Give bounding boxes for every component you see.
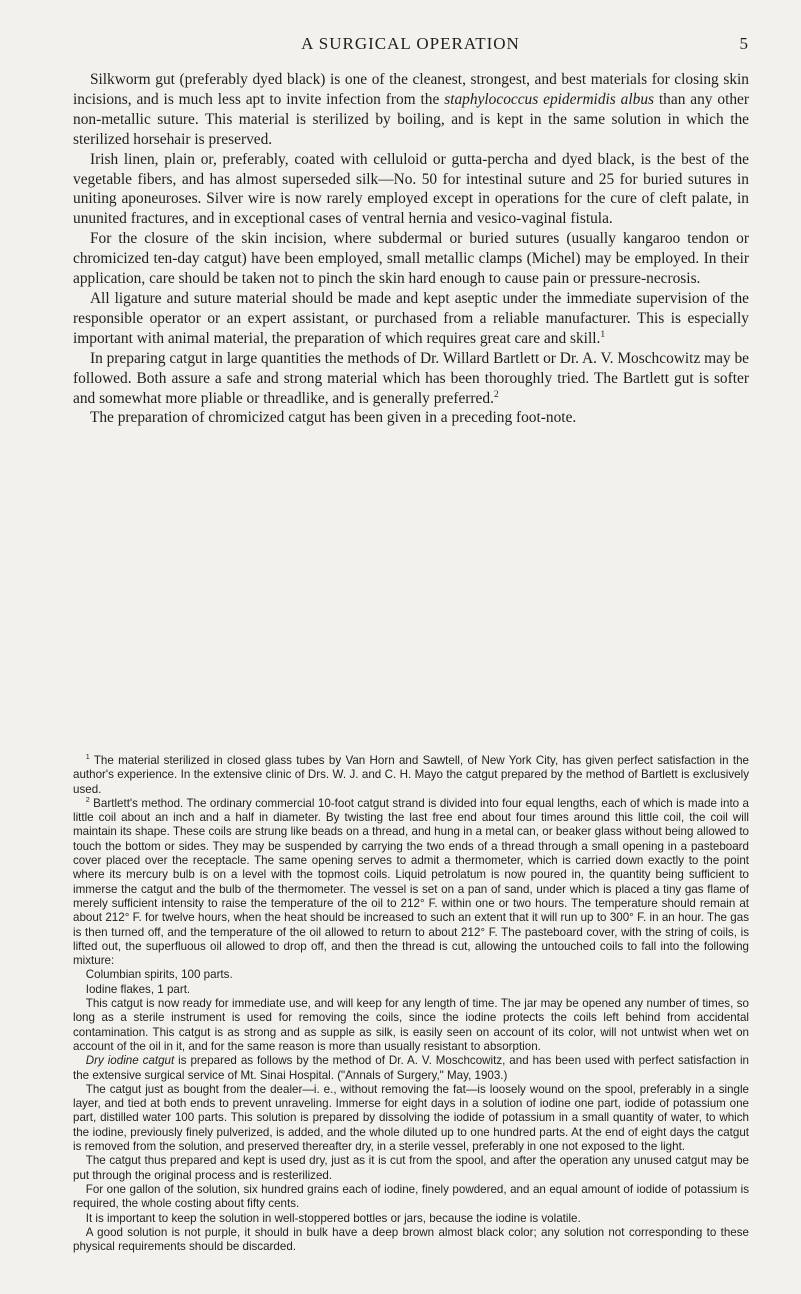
page-number: 5 xyxy=(739,34,748,53)
footnote-mark-2: 2 xyxy=(85,795,90,805)
italic-dry-iodine-catgut: Dry iodine catgut xyxy=(85,1054,175,1068)
footnote-1: $^1$ The material sterilized in closed glass tubes by Van Horn and Sawtell, of New York City, has given perfect satisfaction in the author's experience. In the extensive clinic of Drs. W. J. and C. H. Mayo the catgut prepared by the method of Bartlett is exclusively used. xyxy=(73,752,749,796)
footnote-ref-2: 2 xyxy=(493,388,499,400)
dry-iodine-catgut-intro: Dry iodine catgut is prepared as follows by the method of Dr. A. V. Moschcowitz, and has been used with perfect satisfaction in the extensive surgical service of Mt. Sinai Hospital. ("Annals of Surgery," May, 1903.) xyxy=(73,1054,749,1082)
footnote-ref-1: 1 xyxy=(600,328,606,340)
dry-iodine-storage: It is important to keep the solution in well-stoppered bottles or jars, because the iodine is volatile. xyxy=(85,1211,581,1225)
paragraph-silkworm-gut: Silkworm gut (preferably dyed black) is one of the cleanest, strongest, and best materials for closing skin incisions, and is much less apt to invite infection from the staphylococcus epidermidis albus than any other non-metallic suture. This material is sterilized by boiling, and is kept in the same solution in which the sterilized horsehair is preserved. xyxy=(73,71,749,148)
paragraph-aseptic-material: All ligature and suture material should be made and kept aseptic under the immediate supervision of the responsible operator or an expert assistant, or purchased from a reliable manufacturer. This is especially important with animal material, the preparation of which requires great care and skill.$^1$ xyxy=(73,289,749,347)
paragraph-chromicized-catgut: The preparation of chromicized catgut has been given in a preceding foot-note. xyxy=(89,409,577,427)
footnote-2: $^2$ Bartlett's method. The ordinary commercial 10-foot catgut strand is divided into four equal lengths, each of which is made into a little coil about an inch and a half in diameter. By twisting the last free end about four times around this little coil, the coil will maintain its shape. These coils are strung like beads on a thread, and hung in a metal can, or beaker glass without being allowed to touch the bottom or sides. They may be suspended by carrying the two ends of a thread through a small opening in a pasteboard cover placed over the receptacle. The same opening serves to admit a thermometer, which is carried down exactly to the point where its mercury bulb is on a level with the topmost coils. Liquid petrolatum is now poured in, the quantity being sufficient to immerse the catgut and the bulb of the thermometer. The vessel is set on a pan of sand, under which is placed a tiny gas flame of merely sufficient intensity to raise the temperature of the oil to 212° F. within one or two hours. The temperature should remain at about 212° F. for twelve hours, when the heat should be increased to such an extent that it will run up to 300° F. in an hour. The gas is then turned off, and the temperature of the oil allowed to return to about 212° F. The pasteboard cover, with the string of coils, is lifted out, the superfluous oil allowed to drop off, and then the thread is cut, allowing the untouched coils to fall into the following mixture: xyxy=(73,795,749,968)
paragraph-catgut-preparation: In preparing catgut in large quantities the methods of Dr. Willard Bartlett or Dr. A. V. Moschcowitz may be followed. Both assure a safe and strong material which has been thoroughly tried. The Bartlett gut is softer and somewhat more pliable or threadlike, and is generally preferred.$^2$ xyxy=(73,349,749,407)
mixture-line-1: Columbian spirits, 100 parts. xyxy=(85,968,233,982)
footnotes xyxy=(73,754,749,1254)
footnote-2-continued: This catgut is now ready for immediate use, and will keep for any length of time. The jar may be opened any number of times, so long as a sterile instrument is used for removing the coils, since the iodine protects the coils left behind from accidental contamination. This catgut is as strong and as supple as silk, is easily seen on account of its color, will not untwist when wet on account of the oil in it, and for the same reason is more than usually resistant to absorption. xyxy=(73,997,749,1053)
running-title: A SURGICAL OPERATION xyxy=(301,34,520,53)
mixture-line-2: Iodine flakes, 1 part. xyxy=(85,982,191,996)
running-header xyxy=(73,34,748,58)
dry-iodine-cost: For one gallon of the solution, six hundred grains each of iodine, finely powdered, and an equal amount of iodide of potassium is required, the whole costing about fifty cents. xyxy=(73,1182,749,1211)
dry-iodine-method: The catgut just as bought from the dealer—i. e., without removing the fat—is loosely wound on the spool, preferably in a single layer, and tied at both ends to prevent unraveling. Immerse for eight days in a solution of iodine one part, iodide of potassium one part, distilled water 100 parts. This solution is prepared by dissolving the iodide of potassium in a small quantity of water, to which the iodine, previously finely pulverized, is added, and the whole diluted up to one hundred parts. At the end of eight days the catgut is removed from the solution, and preserved thereafter dry, in a sterile vessel, preferably in one not exposed to the light. xyxy=(73,1082,749,1154)
paragraph-skin-closure: For the closure of the skin incision, where subdermal or buried sutures (usually kangaroo tendon or chromicized ten-day catgut) have been employed, small metallic clamps (Michel) may be employed. In their application, care should be taken not to pinch the skin hard enough to cause pain or pressure-necrosis. xyxy=(73,230,749,288)
main-text xyxy=(73,70,749,428)
dry-iodine-usage: The catgut thus prepared and kept is used dry, just as it is cut from the spool, and after the operation any unused catgut may be put through the original process and is resterilized. xyxy=(73,1154,749,1182)
italic-organism-name: staphylococcus epidermidis albus xyxy=(444,90,655,108)
dry-iodine-quality: A good solution is not purple, it should in bulk have a deep brown almost black color; any solution not corresponding to these physical requirements should be discarded. xyxy=(73,1225,749,1254)
footnote-mark-1: 1 xyxy=(85,752,90,762)
paragraph-irish-linen: Irish linen, plain or, preferably, coated with celluloid or gutta-percha and dyed black, is the best of the vegetable fibers, and has almost superseded silk—No. 50 for intestinal suture and 25 for buried sutures in uniting aponeuroses. Silver wire is now rarely employed except in operations for the cure of cleft palate, in ununited fractures, and in exceptional cases of ventral hernia and vesico-vaginal fistula. xyxy=(73,150,749,228)
